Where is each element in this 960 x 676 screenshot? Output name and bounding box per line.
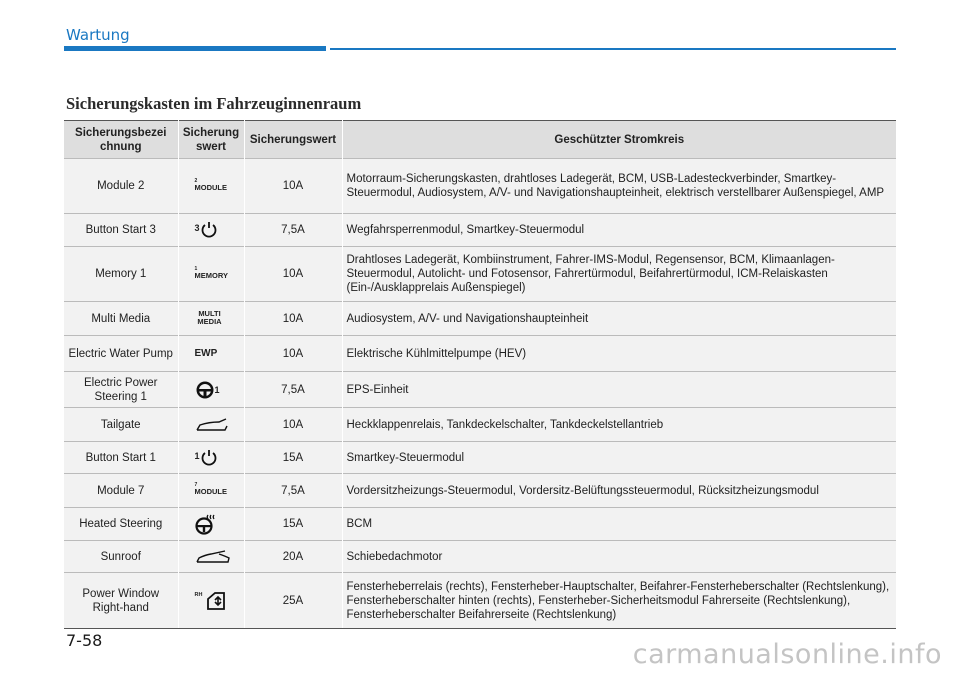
module-7-symbol-icon: 7 MODULE — [178, 474, 244, 508]
fuse-circuit: Vordersitzheizungs-Steuermodul, Vordersitz-Belüftungssteuermodul, Rücksitzheizungsmodul — [342, 474, 896, 508]
page-heading: Sicherungskasten im Fahrzeuginnenraum — [66, 94, 362, 113]
multi-media-symbol-icon: MULTI MEDIA — [178, 302, 244, 336]
fuse-table — [64, 120, 896, 629]
fuse-name: Multi Media — [64, 302, 178, 336]
fuse-value: 10A — [244, 247, 342, 302]
power-window-icon: RH — [178, 573, 244, 629]
sunroof-icon — [178, 541, 244, 573]
table-row — [64, 442, 896, 474]
fuse-name: Module 2 — [64, 159, 178, 214]
table-row — [64, 247, 896, 302]
table-row — [64, 302, 896, 336]
heated-steering-icon — [178, 508, 244, 541]
header-rule-thick — [64, 46, 326, 51]
fuse-name: Power Window Right-hand — [64, 573, 178, 629]
fuse-value: 7,5A — [244, 214, 342, 247]
page-number: 7-58 — [66, 631, 103, 650]
fuse-value: 20A — [244, 541, 342, 573]
fuse-circuit: Elektrische Kühlmittelpumpe (HEV) — [342, 336, 896, 372]
table-row — [64, 336, 896, 372]
fuse-circuit: Drahtloses Ladegerät, Kombiinstrument, Fahrer-IMS-Modul, Regensensor, BCM, Klimaanlagen-Steuermodul, Autolicht- und Fotosensor, Fahrertürmodul, Beifahrertürmodul, ICM-Relaiskasten (Ein-/Ausklapprelais Außenspiegel) — [342, 247, 896, 302]
fuse-name: Sunroof — [64, 541, 178, 573]
table-row — [64, 214, 896, 247]
header-rule-thin — [330, 48, 896, 50]
fuse-name: Memory 1 — [64, 247, 178, 302]
section-title: Wartung — [66, 26, 130, 44]
memory-symbol-icon: 1 MEMORY — [178, 247, 244, 302]
ewp-symbol-icon: EWP — [178, 336, 244, 372]
fuse-value: 15A — [244, 508, 342, 541]
col-header-symbol: Sicherung swert — [178, 121, 244, 159]
fuse-value: 10A — [244, 408, 342, 442]
button-start-icon: 3 — [178, 214, 244, 247]
button-start-icon: 1 — [178, 442, 244, 474]
fuse-circuit: Heckklappenrelais, Tankdeckelschalter, Tankdeckelstellantrieb — [342, 408, 896, 442]
fuse-circuit: BCM — [342, 508, 896, 541]
fuse-circuit: Schiebedachmotor — [342, 541, 896, 573]
fuse-circuit: Smartkey-Steuermodul — [342, 442, 896, 474]
table-row — [64, 541, 896, 573]
fuse-circuit: Fensterheberrelais (rechts), Fensterheber-Hauptschalter, Beifahrer-Fensterheberschalter (Rechtslenkung), Fensterheberschalter hinten (rechts), Fensterheber-Sicherheitsmodul Fahrerseite (Rechtslenkung), Fensterheberschalter Beifahrerseite (Rechtslenkung) — [342, 573, 896, 629]
table-row — [64, 408, 896, 442]
table-row — [64, 508, 896, 541]
fuse-value: 10A — [244, 302, 342, 336]
fuse-name: Tailgate — [64, 408, 178, 442]
fuse-circuit: Audiosystem, A/V- und Navigationshaupteinheit — [342, 302, 896, 336]
fuse-circuit: EPS-Einheit — [342, 372, 896, 408]
fuse-value: 10A — [244, 336, 342, 372]
table-row — [64, 573, 896, 629]
fuse-name: Module 7 — [64, 474, 178, 508]
col-header-circuit: Geschützter Stromkreis — [342, 121, 896, 159]
watermark: carmanualsonline.info — [632, 639, 942, 670]
table-row — [64, 372, 896, 408]
module-2-symbol-icon: 2 MODULE — [178, 159, 244, 214]
fuse-circuit: Wegfahrsperrenmodul, Smartkey-Steuermodul — [342, 214, 896, 247]
col-header-name: Sicherungsbezei chnung — [64, 121, 178, 159]
table-row — [64, 474, 896, 508]
fuse-value: 7,5A — [244, 372, 342, 408]
fuse-name: Electric Power Steering 1 — [64, 372, 178, 408]
tailgate-icon — [178, 408, 244, 442]
fuse-circuit: Motorraum-Sicherungskasten, drahtloses Ladegerät, BCM, USB-Ladesteckverbinder, Smartkey-Steuermodul, Audiosystem, A/V- und Navigationshaupteinheit, elektrisch verstellbarer Außenspiegel, AMP — [342, 159, 896, 214]
fuse-value: 10A — [244, 159, 342, 214]
fuse-value: 7,5A — [244, 474, 342, 508]
fuse-name: Button Start 3 — [64, 214, 178, 247]
fuse-value: 15A — [244, 442, 342, 474]
fuse-name: Button Start 1 — [64, 442, 178, 474]
fuse-name: Heated Steering — [64, 508, 178, 541]
fuse-value: 25A — [244, 573, 342, 629]
steering-wheel-icon: 1 — [178, 372, 244, 408]
table-header-row — [64, 121, 896, 159]
fuse-name: Electric Water Pump — [64, 336, 178, 372]
col-header-value: Sicherungswert — [244, 121, 342, 159]
table-row — [64, 159, 896, 214]
